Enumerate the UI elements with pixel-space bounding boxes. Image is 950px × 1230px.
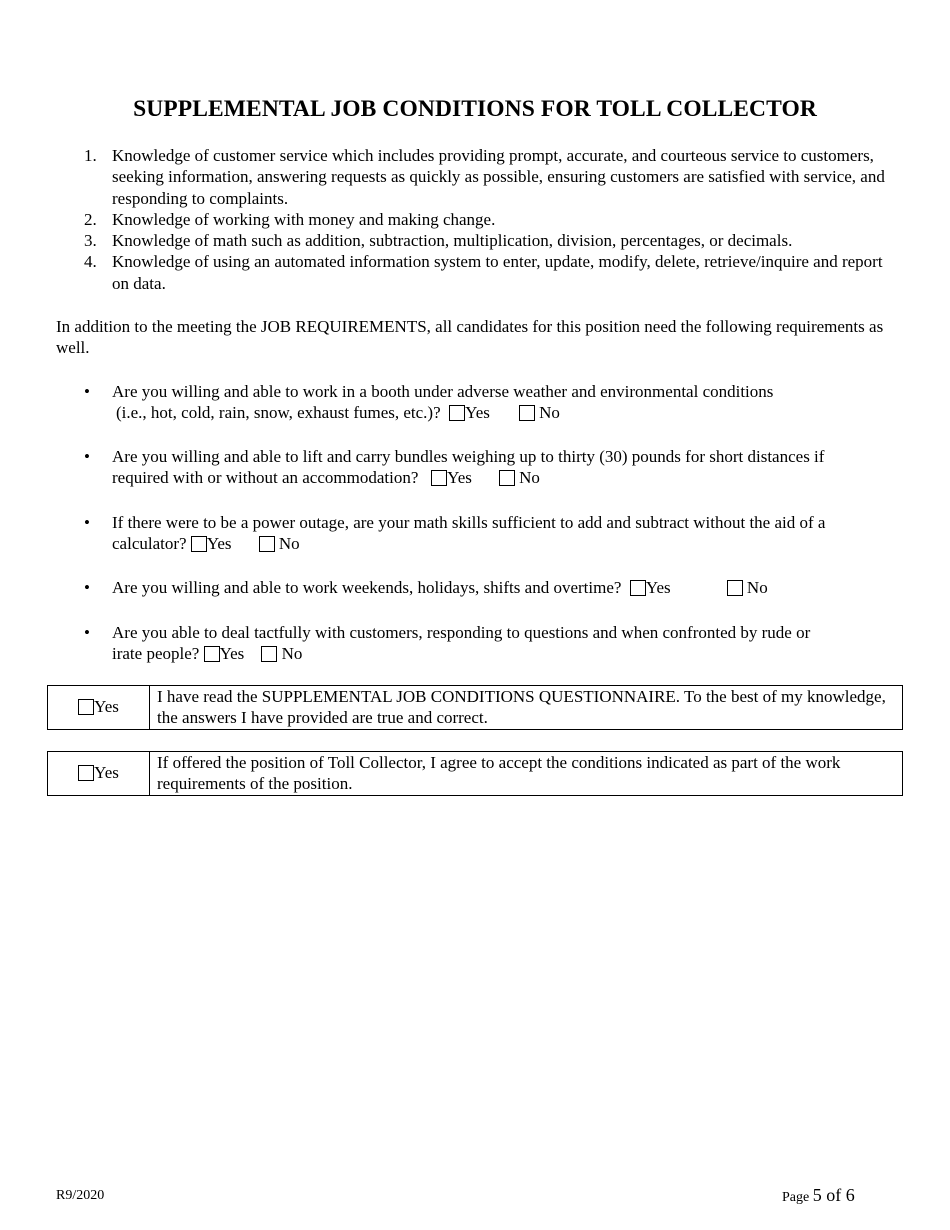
declaration-accept-checkbox[interactable] <box>78 765 94 781</box>
declaration-read: Yes I have read the SUPPLEMENTAL JOB CONDITIONS QUESTIONNAIRE. To the best of my knowledge, the answers I have provided are true and correct. <box>47 685 903 730</box>
intro-paragraph: In addition to the meeting the JOB REQUIREMENTS, all candidates for this position need the following requirements as well. <box>56 317 884 358</box>
weekends-yes-checkbox[interactable] <box>630 580 646 596</box>
weather-yes-checkbox[interactable] <box>449 405 465 421</box>
declaration-accept-text: If offered the position of Toll Collector, I agree to accept the conditions indicated as part of the work requirements of the position. <box>150 752 903 796</box>
tact-no-checkbox[interactable] <box>261 646 277 662</box>
declaration-accept: Yes If offered the position of Toll Collector, I agree to accept the conditions indicated as part of the work requirements of the position. <box>47 751 903 796</box>
list-item: 1. Knowledge of customer service which includes providing prompt, accurate, and courteous service to customers, seeking information, answering requests as quickly as possible, ensuring customers are satisfied with service, and responding to complaints. <box>84 146 885 208</box>
question-weekends: • Are you willing and able to work weekends, holidays, shifts and overtime? Yes No <box>84 578 768 597</box>
math-no-checkbox[interactable] <box>259 536 275 552</box>
question-tact: • Are you able to deal tactfully with customers, responding to questions and when confronted by rude or irate people? Yes No <box>84 623 811 664</box>
list-item: 4. Knowledge of using an automated information system to enter, update, modify, delete, retrieve/inquire and report on data. <box>84 252 883 293</box>
page-title: SUPPLEMENTAL JOB CONDITIONS FOR TOLL COLLECTOR <box>133 96 817 122</box>
page-number: Page 5 of 6 <box>782 1185 855 1205</box>
list-item-text: Knowledge of customer service which includes providing prompt, accurate, and courteous service to customers, seeking information, answering requests as quickly as possible, ensuring customers are satisfied with service, and responding to complaints. <box>112 146 885 208</box>
weather-no-checkbox[interactable] <box>519 405 535 421</box>
list-item-text: Knowledge of working with money and making change. <box>112 209 496 229</box>
lift-yes-checkbox[interactable] <box>431 470 447 486</box>
list-item: 2. Knowledge of working with money and making change. <box>84 209 496 229</box>
bullet: • <box>84 447 90 466</box>
list-item: 3. Knowledge of math such as addition, subtraction, multiplication, division, percentages, or decimals. <box>84 231 793 251</box>
weekends-no-checkbox[interactable] <box>727 580 743 596</box>
bullet: • <box>84 578 90 597</box>
list-item-text: Knowledge of using an automated information system to enter, update, modify, delete, retrieve/inquire and report on data. <box>112 252 883 293</box>
bullet: • <box>84 382 90 401</box>
list-item-text: Knowledge of math such as addition, subtraction, multiplication, division, percentages, or decimals. <box>112 231 793 251</box>
bullet: • <box>84 623 90 642</box>
revision-code: R9/2020 <box>56 1188 105 1203</box>
math-yes-checkbox[interactable] <box>191 536 207 552</box>
question-weather: • Are you willing and able to work in a booth under adverse weather and environmental conditions (i.e., hot, cold, rain, snow, exhaust fumes, etc.)? Yes No <box>84 382 774 423</box>
declaration-read-text: I have read the SUPPLEMENTAL JOB CONDITIONS QUESTIONNAIRE. To the best of my knowledge, the answers I have provided are true and correct. <box>150 686 903 730</box>
declaration-read-checkbox[interactable] <box>78 699 94 715</box>
tact-yes-checkbox[interactable] <box>204 646 220 662</box>
question-lift: • Are you willing and able to lift and carry bundles weighing up to thirty (30) pounds for short distances if required with or without an accommodation? Yes No <box>84 447 825 488</box>
knowledge-list <box>84 145 896 294</box>
question-math: • If there were to be a power outage, are your math skills sufficient to add and subtract without the aid of a calculator? Yes No <box>84 513 826 554</box>
lift-no-checkbox[interactable] <box>499 470 515 486</box>
bullet: • <box>84 513 90 532</box>
